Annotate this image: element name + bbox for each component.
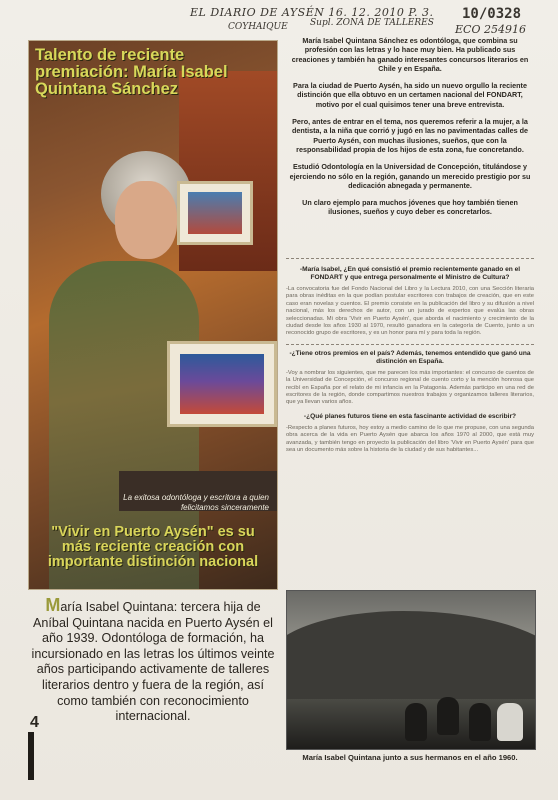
main-photo [28, 40, 278, 590]
archive-code-secondary: ECO 254916 [455, 23, 526, 36]
headline: Talento de reciente premiación: María Isabel Quintana Sánchez [35, 46, 228, 98]
photo-sibling [405, 703, 427, 741]
page-number-bar [28, 732, 34, 780]
photo-caption: La exitosa odontóloga y escritora a quien felicitamos sinceramente [123, 493, 269, 512]
interview-question: -¿Qué planes futuros tiene en esta fascinante actividad de escribir? [303, 412, 517, 420]
interview-answer: -La convocatoria fue del Fondo Nacional del Libro y la Lectura 2010, con una Sección literaria para obras inéditas en la que podían postular escritores con trabajos de creación, que en este caso eran novelas y cuentos. El premio consiste en la publicación del libro y su difusión a nivel nacional, más los derechos de autor, con un jurado de expertos que evalúa las obras seleccionadas. Mi obra 'Vivir en Puerto Aysén', que aborda el nacimiento y crecimiento de la ciudad desde los años 1930 al 1970, resultó ganadora en la categoría de Cuento, junto a un reconocido grupo de escritores, y es un honor para mí y para toda la región. [286, 286, 534, 337]
photo-painting-small [177, 181, 253, 245]
bio-dropcap: M [45, 595, 61, 615]
pull-quote: "Vivir en Puerto Aysén" es su más reciente creación con importante distinción nacional [47, 524, 259, 570]
handwritten-supplement: Supl. ZONA DE TALLERES [310, 18, 434, 28]
intro-paragraph: Un claro ejemplo para muchos jóvenes que hoy también tienen ilusiones, sueños y cuyo deber es concretarlos. [302, 198, 518, 217]
interview-question: -María Isabel, ¿En qué consistió el premio recientemente ganado en el FONDART y que entrega personalmente el Ministro de Cultura? [299, 266, 521, 281]
intro-paragraph: María Isabel Quintana Sánchez es odontóloga, que combina su profesión con las letras y lo hace muy bien. Ha publicado sus creaciones y también ha ganado interesantes concursos literarios en Chile y en España. [291, 36, 529, 73]
handwritten-city: COYHAIQUE [228, 22, 288, 32]
biography [28, 595, 278, 725]
bio-text: aría Isabel Quintana: tercera hija de Aníbal Quintana nacida en Puerto Aysén el año 1939. Odontóloga de formación, ha incursionado en las letras los últimos veinte años participando activamente de talleres literarios dentro y fuera de la región, así como también con reconocimiento internacional. [31, 600, 275, 724]
page-number: 4 [30, 714, 39, 731]
photo-sibling [469, 703, 491, 741]
family-photo [286, 590, 536, 750]
section-divider [286, 258, 534, 259]
interview-question: -¿Tiene otros premios en el país? Además, tenemos entendido que ganó una distinción en España. [289, 349, 531, 365]
handwritten-source: EL DIARIO DE AYSÉN 16. 12. 2010 P. 3. [190, 6, 434, 19]
intro-paragraph: Pero, antes de entrar en el tema, nos queremos referir a la mujer, a la dentista, a la niña que corrió y jugó en las no pavimentadas calles de Puerto Aysén, con muchas ilusiones, sueños, que con la responsabilidad propia de los hijos de esta zona, fue concretando. [291, 117, 529, 154]
photo-sibling [497, 703, 523, 741]
archive-code: 10/0328 [462, 6, 522, 22]
intro-paragraph: Estudió Odontología en la Universidad de Concepción, titulándose y ejerciendo no sólo en la región, ganando un merecido prestigio por su dedicación abnegada y permanente. [289, 162, 531, 190]
intro-paragraph: Para la ciudad de Puerto Aysén, ha sido un nuevo orgullo la reciente distinción que ella obtuvo en un certamen nacional del FONDART, motivo por el cual quisimos tener una breve entrevista. [293, 81, 527, 109]
interview-divider [286, 344, 534, 345]
interview-answer: -Voy a nombrar los siguientes, que me parecen los más importantes: el concurso de cuentos de la Universidad de Concepción, el concurso regional de cuento corto y la mención honrosa que recibí en España por el relato de mi infancia en la Patagonia. Además participo en una red de escritores de la región, donde compartimos nuestros trabajos y organizamos talleres literarios, que ya llevan varios años. [286, 369, 534, 406]
photo-painting-large [167, 341, 277, 427]
photo-sibling [437, 697, 459, 735]
photo-person-face [115, 181, 177, 259]
article-intro [286, 36, 534, 225]
interview-answer: -Respecto a planes futuros, hoy estoy a medio camino de lo que me propuse, con una segunda obra acerca de la vida en Puerto Aysén que abarca los años 1970 al 2000, que está muy avanzada, y también tengo en proyecto la publicación del libro 'Vivir en Puerto Aysén' para que sea un documento más sobre la historia de la ciudad y de sus habitantes... [286, 424, 534, 454]
interview [286, 266, 534, 461]
family-photo-caption: María Isabel Quintana junto a sus hermanos en el año 1960. [302, 753, 518, 762]
